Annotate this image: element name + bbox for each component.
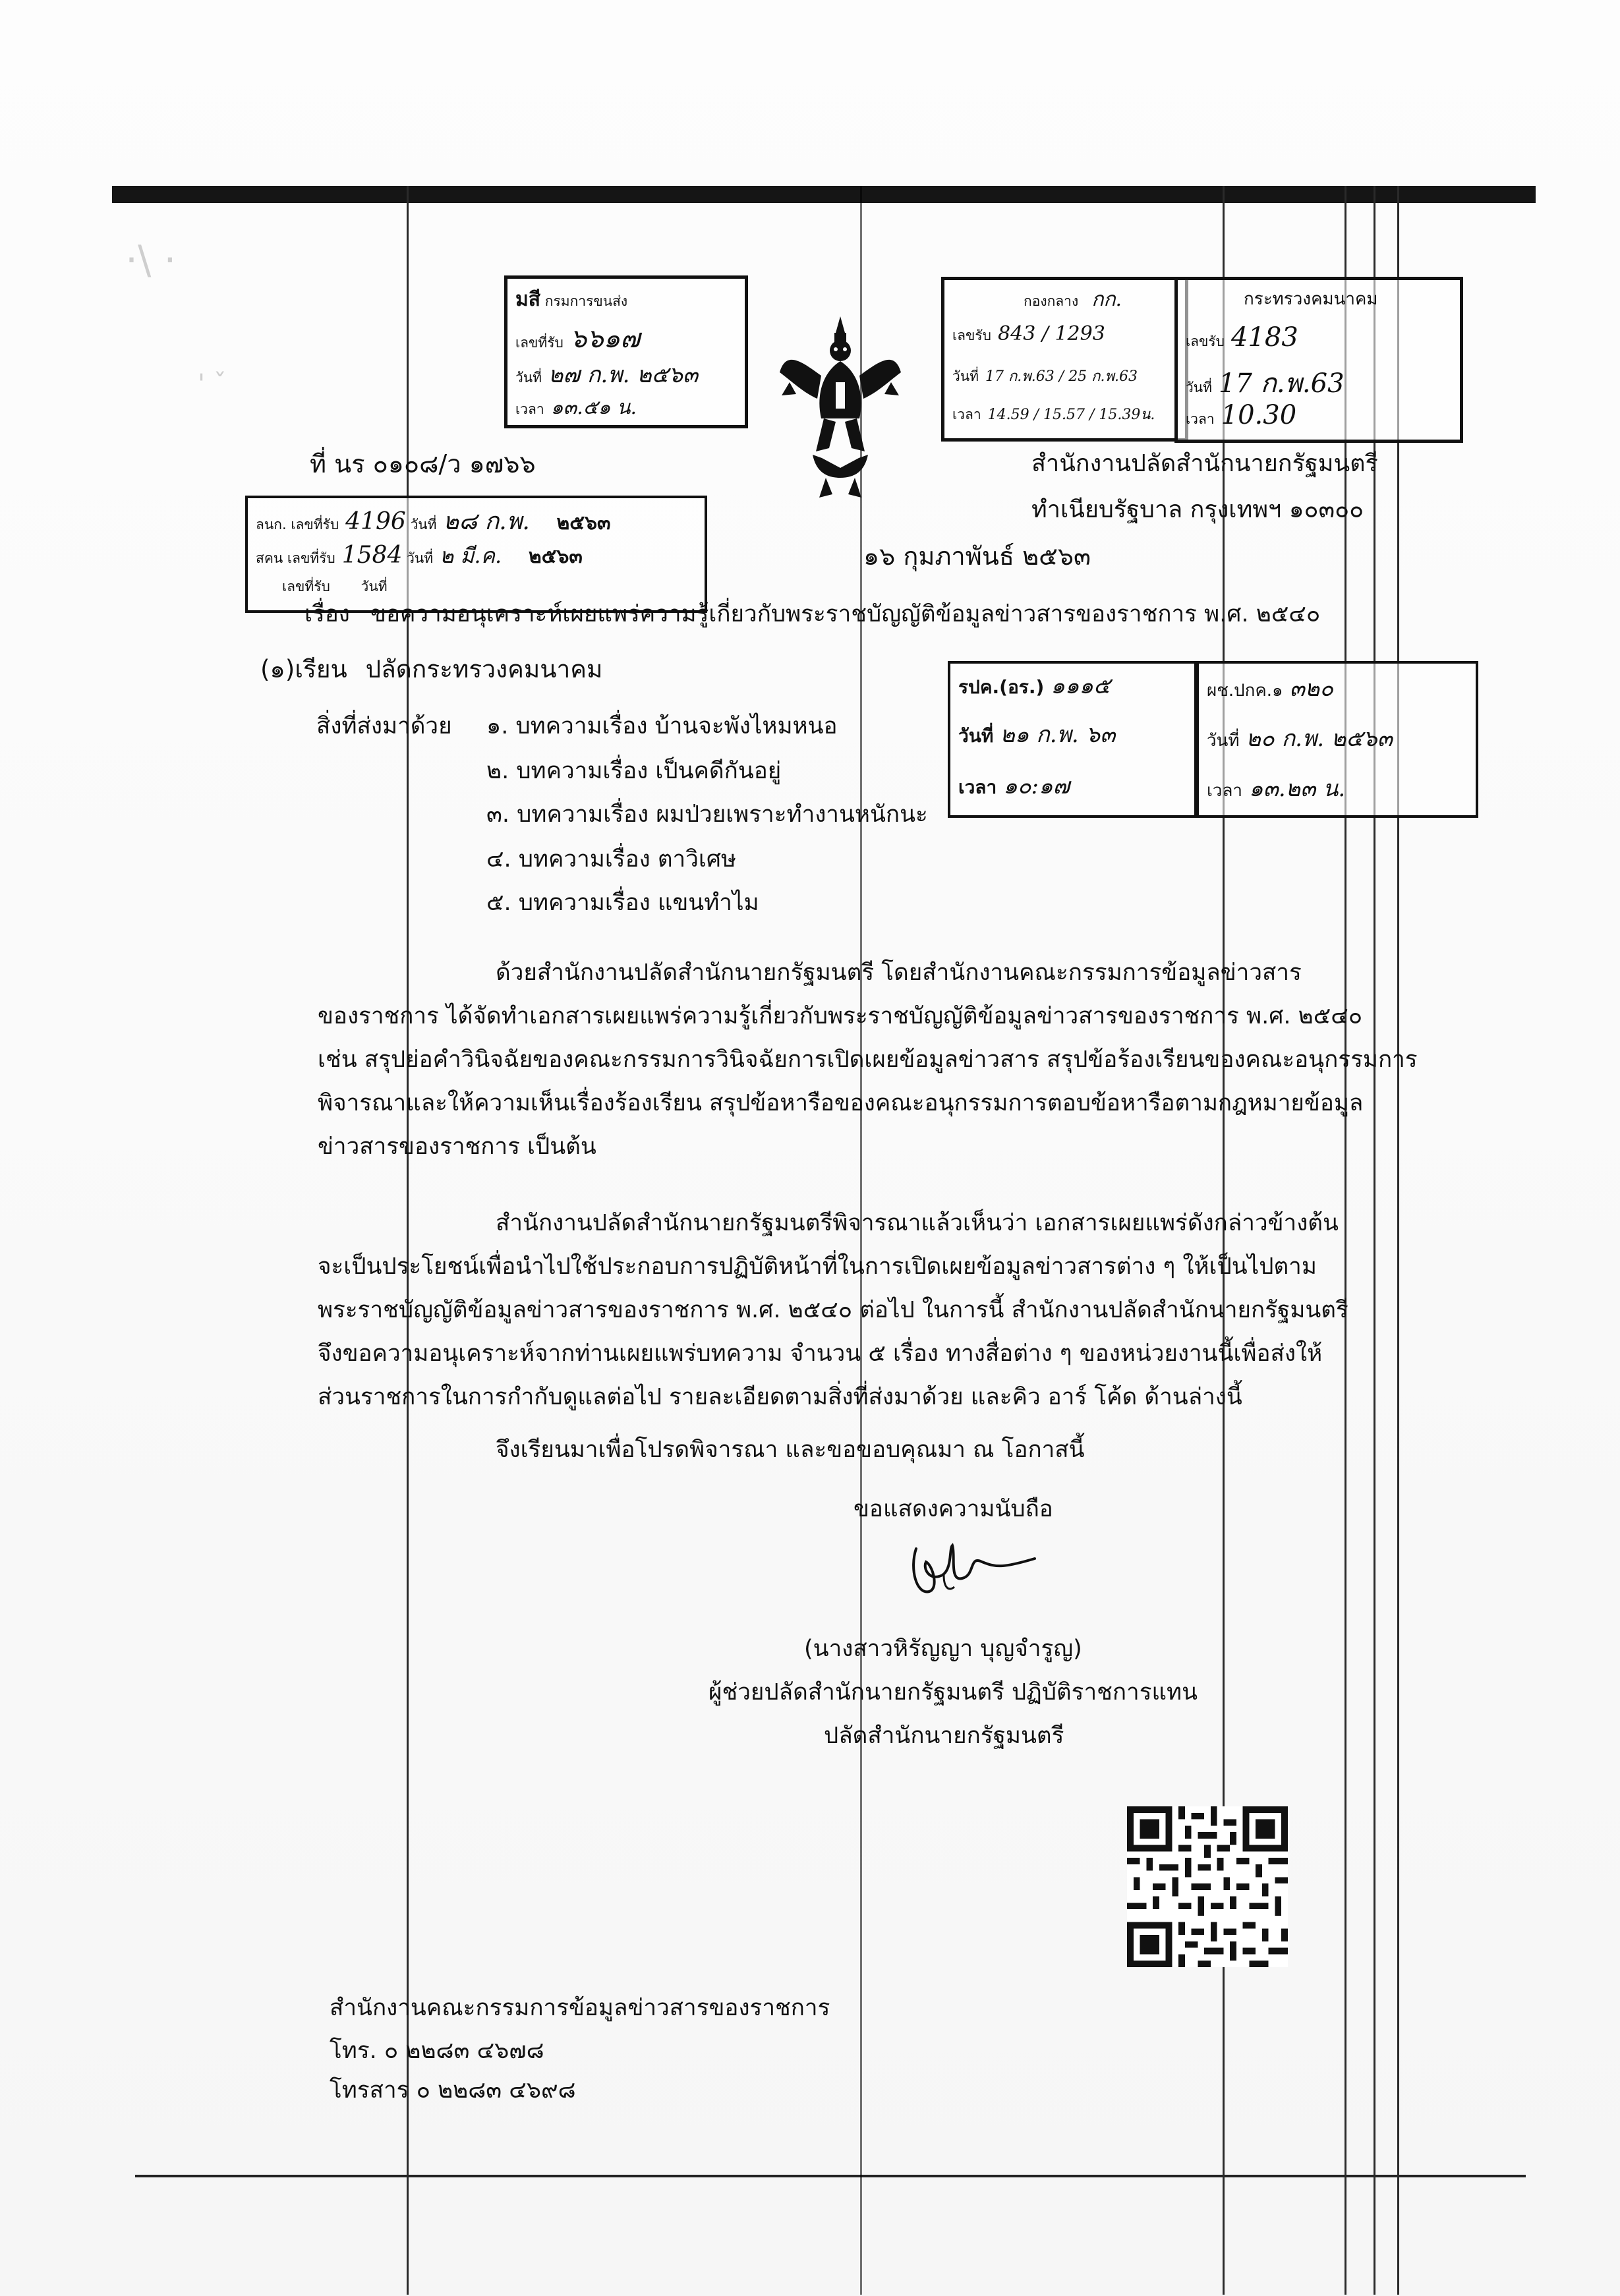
- stamp-receive-no: 4183: [1231, 322, 1298, 353]
- body-line: ส่วนราชการในการกำกับดูแลต่อไป รายละเอียดตามสิ่งที่ส่งมาด้วย และคิว อาร์ โค้ด ด้านล่างนี้: [318, 1384, 1242, 1410]
- stamp-label: เวลา: [1186, 411, 1215, 427]
- stamp-receive-no: 1584: [341, 542, 403, 569]
- pmoffice-receive-stamp: [245, 496, 707, 613]
- recipient-line: [260, 655, 602, 684]
- footer-office: สำนักงานคณะกรรมการข้อมูลข่าวสารของราชการ: [330, 1995, 830, 2021]
- body-line: พระราชบัญญัติข้อมูลข่าวสารของราชการ พ.ศ. ๒๕๔๐ ต่อไป ในการนี้ สำนักงานปลัดสำนักนายกรัฐมนตรี: [318, 1297, 1348, 1323]
- stamp-label: เลขที่รับ: [282, 579, 330, 594]
- sender-office: สำนักงานปลัดสำนักนายกรัฐมนตรี: [1031, 450, 1378, 477]
- stamp-date: ๒ มี.ค.: [440, 543, 502, 568]
- stamp-label: วันที่: [952, 368, 979, 384]
- division-receive-stamp: [941, 277, 1188, 442]
- stamp-label: ผช.ปกค.๑: [1207, 681, 1283, 701]
- body-line: ข่าวสารของราชการ เป็นต้น: [318, 1134, 596, 1160]
- enclosure-item: ๓. บทความเรื่อง ผมป่วยเพราะทำงานหนักนะ: [486, 801, 928, 828]
- stamp-label: เลขรับ: [1186, 333, 1225, 349]
- enclosure-item: ๕. บทความเรื่อง แขนทำไม: [486, 890, 759, 916]
- stamp-time: 14.59 / 15.57 / 15.39น.: [987, 407, 1155, 423]
- stamp-year: ๒๕๖๓: [556, 511, 611, 534]
- stamp-time: ๑๐:๑๗: [1003, 773, 1070, 799]
- recipient-label: เรียน: [295, 655, 347, 683]
- stamp-date: ๒๗ ก.พ. ๒๕๖๓: [548, 362, 699, 388]
- body-line: จึงขอความอนุเคราะห์จากท่านเผยแพร่บทความ จำนวน ๕ เรื่อง ทางสื่อต่าง ๆ ของหน่วยงานนี้เพื่อส่งให้: [318, 1340, 1323, 1367]
- stamp-receive-no: ๓๒๐: [1289, 675, 1333, 702]
- footer-phone: โทร. ๐ ๒๒๘๓ ๔๖๗๘: [330, 2038, 544, 2064]
- scan-artifact-marks: ·\ ·: [125, 237, 177, 283]
- stamp-year: ๒๕๖๓: [528, 545, 583, 568]
- enclosure-label: สิ่งที่ส่งมาด้วย: [316, 713, 452, 739]
- stamp-date: ๒๘ ก.พ.: [443, 508, 530, 535]
- stamp-receive-no: ๑๑๑๕: [1051, 673, 1111, 699]
- body-line: ด้วยสำนักงานปลัดสำนักนายกรัฐมนตรี โดยสำนักงานคณะกรรมการข้อมูลข่าวสาร: [496, 960, 1302, 986]
- stamp-header: กระทรวงคมนาคม: [1244, 289, 1378, 309]
- stamp-time: ๑๓.๒๓ น.: [1249, 776, 1346, 802]
- ministry-receive-stamp: [504, 275, 748, 428]
- signer-title: ปลัดสำนักนายกรัฐมนตรี: [824, 1723, 1064, 1749]
- stamp-date: ๒๐ ก.พ. ๒๕๖๓: [1246, 726, 1393, 752]
- stamp-date: 17 ก.พ.63: [1219, 368, 1345, 399]
- secretary-receive-stamp: [948, 661, 1197, 818]
- stamp-label: เวลา: [1207, 781, 1243, 801]
- body-line: จะเป็นประโยชน์เพื่อนำไปใช้ประกอบการปฏิบัติหน้าที่ในการเปิดเผยข้อมูลข่าวสารต่าง ๆ ให้เป็นไปตาม: [318, 1253, 1317, 1280]
- stamp-label: วันที่: [1207, 731, 1240, 751]
- stamp-label: วันที่: [1186, 380, 1212, 395]
- letter-date: ๑๖ กุมภาพันธ์ ๒๕๖๓: [863, 542, 1091, 571]
- signer-name: (นางสาวหิรัญญา บุญจำรูญ): [804, 1636, 1082, 1662]
- qr-code-icon: [1127, 1806, 1288, 1968]
- stamp-label: วันที่: [361, 579, 388, 594]
- enclosure-item: ๑. บทความเรื่อง บ้านจะพังไหมหนอ: [486, 713, 838, 739]
- stamp-label: วันที่: [515, 370, 542, 386]
- signer-title: ผู้ช่วยปลัดสำนักนายกรัฐมนตรี ปฏิบัติราชการแทน: [709, 1679, 1198, 1706]
- subject-label: เรื่อง: [304, 601, 350, 627]
- stamp-label: วันที่: [410, 517, 437, 532]
- stamp-prefix: มสี: [515, 288, 541, 311]
- scan-line: [1374, 186, 1375, 2295]
- stamp-time: ๑๓.๕๑ น.: [550, 396, 637, 419]
- stamp-receive-no: 4196: [345, 508, 406, 535]
- enclosure-item: ๒. บทความเรื่อง เป็นคดีกันอยู่: [486, 758, 782, 784]
- stamp-label: เลขที่รับ: [515, 335, 564, 351]
- stamp-label: สคน เลขที่รับ: [256, 550, 335, 566]
- stamp-receive-no: ๖๖๑๗: [569, 324, 641, 354]
- closing-salutation: ขอแสดงความนับถือ: [853, 1496, 1053, 1522]
- stamp-label: ลนก. เลขที่รับ: [256, 517, 339, 532]
- stamp-label: รปค.(อร.): [958, 676, 1045, 698]
- body-line: ของราชการ ได้จัดทำเอกสารเผยแพร่ความรู้เกี่ยวกับพระราชบัญญัติข้อมูลข่าวสารของราชการ พ.ศ. ๒๕๔๐: [318, 1003, 1363, 1029]
- body-line: จึงเรียนมาเพื่อโปรดพิจารณา และขอขอบคุณมา ณ โอกาสนี้: [496, 1437, 1085, 1463]
- handwritten-signature: [903, 1529, 1048, 1608]
- stamp-note: กก.: [1091, 288, 1122, 311]
- garuda-emblem-icon: [776, 310, 905, 501]
- stamp-receive-no: 843 / 1293: [998, 322, 1105, 345]
- letter-ref-number: ที่ นร ๐๑๐๘/ว ๑๗๖๖: [310, 449, 536, 478]
- stamp-label: วันที่: [407, 550, 434, 566]
- scan-line: [1397, 186, 1399, 2295]
- recipient: ปลัดกระทรวงคมนาคม: [365, 655, 603, 683]
- body-line: พิจารณาและให้ความเห็นเรื่องร้องเรียน สรุปข้อหารือของคณะอนุกรรมการตอบข้อหารือตามกฎหมายข้อมูล: [318, 1090, 1364, 1116]
- stamp-time: 10.30: [1221, 400, 1297, 430]
- bottom-rule: [135, 2175, 1526, 2177]
- stamp-header: กองกลาง: [1024, 293, 1079, 309]
- stamp-label: เลขรับ: [952, 328, 992, 343]
- stamp-label: เวลา: [515, 401, 544, 417]
- body-line: สำนักงานปลัดสำนักนายกรัฐมนตรีพิจารณาแล้วเห็นว่า เอกสารเผยแพร่ดังกล่าวข้างต้น: [496, 1210, 1339, 1236]
- stamp-label: วันที่: [958, 725, 994, 747]
- subject-text: ขอความอนุเคราะห์เผยแพร่ความรู้เกี่ยวกับพระราชบัญญัติข้อมูลข่าวสารของราชการ พ.ศ. ๒๕๔๐: [370, 601, 1321, 627]
- recipient-mark: (๑): [260, 655, 295, 683]
- deputy-receive-stamp: [1196, 661, 1478, 818]
- top-black-rule: [112, 186, 1536, 203]
- footer-fax: โทรสาร ๐ ๒๒๘๓ ๔๖๙๘: [330, 2077, 576, 2104]
- sender-address: ทำเนียบรัฐบาล กรุงเทพฯ ๑๐๓๐๐: [1031, 496, 1364, 523]
- body-line: เช่น สรุปย่อคำวินิจฉัยของคณะกรรมการวินิจฉัยการเปิดเผยข้อมูลข่าวสาร สรุปข้อร้องเรียนของคณะอนุกรรมการ: [318, 1047, 1418, 1073]
- scan-artifact-marks-2: ' ˇ: [198, 369, 227, 399]
- subject-line: [304, 600, 1320, 629]
- stamp-date: ๒๑ ก.พ. ๖๓: [1000, 722, 1116, 748]
- mot-receive-stamp: [1174, 277, 1463, 443]
- stamp-label: เวลา: [952, 407, 981, 422]
- enclosure-item: ๔. บทความเรื่อง ตาวิเศษ: [486, 846, 737, 873]
- stamp-label: เวลา: [958, 776, 997, 798]
- stamp-date: 17 ก.พ.63 / 25 ก.พ.63: [985, 368, 1138, 385]
- stamp-header: กรมการขนส่ง: [544, 293, 628, 309]
